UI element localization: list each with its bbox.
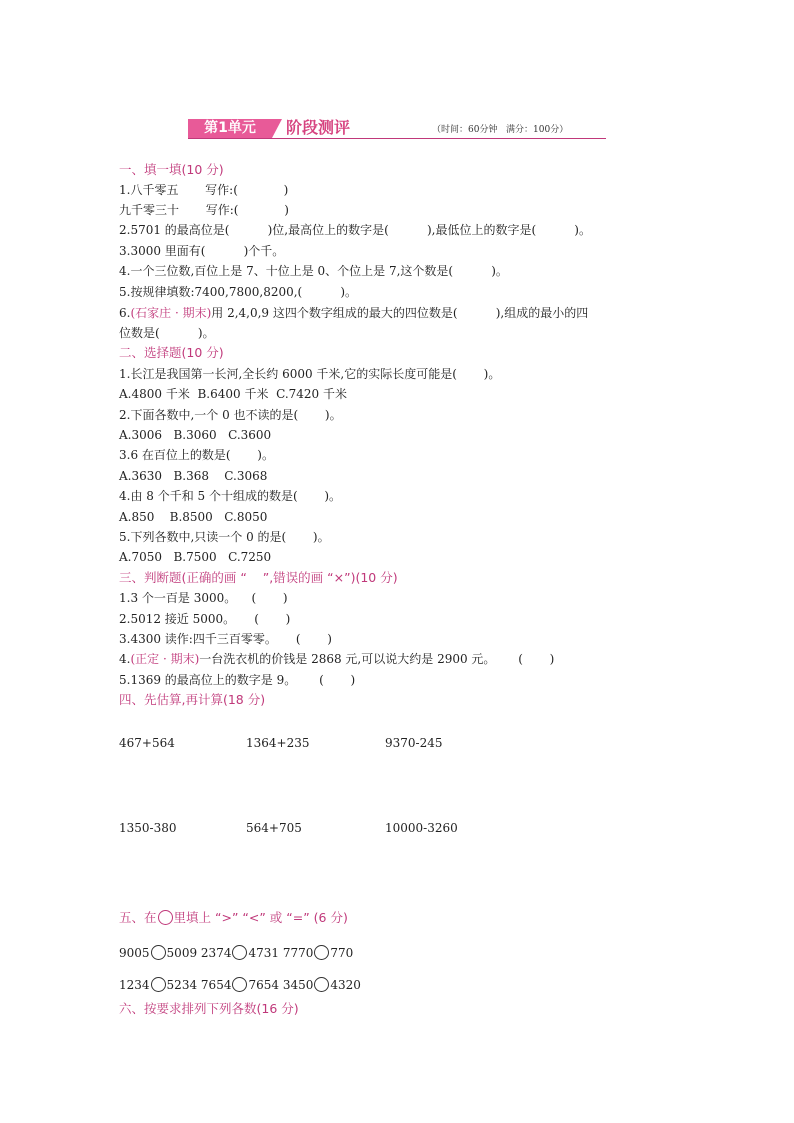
compare-left: 7770 xyxy=(282,946,314,960)
section6-heading: 六、按要求排列下列各数(16 分) xyxy=(119,1001,299,1016)
answer-circle[interactable] xyxy=(314,945,329,960)
s3-q2: 2.5012 接近 5000。 ( ) xyxy=(119,612,291,626)
section3-heading: 三、判断题(正确的画 “ ”,错误的画 “×”)(10 分) xyxy=(119,570,398,585)
section2-heading: 二、选择题(10 分) xyxy=(119,345,224,360)
s2-q3: 3.6 在百位上的数是( )。 xyxy=(119,448,274,462)
calc-item: 1350-380 xyxy=(119,821,177,835)
s1-q6-text: 用 2,4,0,9 这四个数字组成的最大的四位数是( ),组成的最小的四 xyxy=(211,306,589,320)
s1-q6-source-tag: (石家庄 · 期末) xyxy=(130,306,212,320)
compare-right: 7654 xyxy=(248,978,280,992)
calc-item: 564+705 xyxy=(246,821,302,835)
s1-q4: 4.一个三位数,百位上是 7、十位上是 0、个位上是 7,这个数是( )。 xyxy=(119,264,508,278)
section1-heading: 一、填一填(10 分) xyxy=(119,162,224,177)
answer-circle[interactable] xyxy=(151,977,166,992)
s2-q5: 5.下列各数中,只读一个 0 的是( )。 xyxy=(119,530,330,544)
compare-row-1 xyxy=(119,944,353,962)
s3-q3: 3.4300 读作:四千三百零零。 ( ) xyxy=(119,632,332,646)
section4-heading: 四、先估算,再计算(18 分) xyxy=(119,692,266,707)
compare-left: 2374 xyxy=(200,946,232,960)
compare-right: 4320 xyxy=(330,978,361,992)
s2-q4: 4.由 8 个千和 5 个十组成的数是( )。 xyxy=(119,489,342,503)
s2-q1: 1.长江是我国第一长河,全长约 6000 千米,它的实际长度可能是( )。 xyxy=(119,367,501,381)
section5-heading xyxy=(119,910,348,926)
unit-header xyxy=(188,117,606,141)
time-score-info: （时间：60分钟 满分：100分） xyxy=(432,125,569,135)
s3-q4-source-tag: (正定 · 期末) xyxy=(130,652,200,666)
s5-heading-a: 五、在 xyxy=(119,910,157,925)
s3-q5: 5.1369 的最高位上的数字是 9。 ( ) xyxy=(119,673,356,687)
compare-right: 4731 xyxy=(248,946,280,960)
calc-item: 9370-245 xyxy=(385,736,443,750)
s2-q4-options: A.850 B.8500 C.8050 xyxy=(119,510,268,524)
s1-q5: 5.按规律填数:7400,7800,8200,( )。 xyxy=(119,285,358,299)
s3-q1: 1.3 个一百是 3000。 ( ) xyxy=(119,591,288,605)
compare-right: 5234 xyxy=(166,978,198,992)
s1-q6 xyxy=(119,305,588,321)
s1-q1b: 九千零三十 写作:( ) xyxy=(119,203,289,217)
compare-left: 1234 xyxy=(119,978,150,992)
s1-q6-num: 6. xyxy=(119,306,131,320)
s2-q5-options: A.7050 B.7500 C.7250 xyxy=(119,550,272,564)
s1-q1a: 1.八千零五 写作:( ) xyxy=(119,183,289,197)
answer-circle[interactable] xyxy=(232,977,247,992)
answer-circle[interactable] xyxy=(314,977,329,992)
circle-icon xyxy=(158,910,173,925)
s2-q2-options: A.3006 B.3060 C.3600 xyxy=(119,428,272,442)
header-rule xyxy=(188,138,606,139)
compare-row-2 xyxy=(119,976,361,994)
calc-item: 467+564 xyxy=(119,736,175,750)
s1-q3: 3.3000 里面有( )个千。 xyxy=(119,244,285,258)
s3-q4-num: 4. xyxy=(119,652,131,666)
calc-item: 1364+235 xyxy=(246,736,310,750)
s3-q4 xyxy=(119,651,554,667)
answer-circle[interactable] xyxy=(151,945,166,960)
s1-q2: 2.5701 的最高位是( )位,最高位上的数字是( ),最低位上的数字是( )。 xyxy=(119,223,591,237)
unit-label-notch xyxy=(272,119,282,138)
compare-left: 3450 xyxy=(282,978,314,992)
s2-q1-options: A.4800 千米 B.6400 千米 C.7420 千米 xyxy=(119,387,348,401)
compare-right: 770 xyxy=(330,946,354,960)
calc-item: 10000-3260 xyxy=(385,821,458,835)
answer-circle[interactable] xyxy=(232,945,247,960)
unit-label: 第1单元 xyxy=(188,119,272,138)
s2-q2: 2.下面各数中,一个 0 也不读的是( )。 xyxy=(119,408,342,422)
s2-q3-options: A.3630 B.368 C.3068 xyxy=(119,469,268,483)
s1-q6-cont: 位数是( )。 xyxy=(119,326,215,340)
compare-right: 5009 xyxy=(166,946,198,960)
s3-q4-text: 一台洗衣机的价钱是 2868 元,可以说大约是 2900 元。 ( ) xyxy=(199,652,555,666)
s5-heading-b: 里填上 “>” “<” 或 “=” (6 分) xyxy=(173,910,348,925)
compare-left: 7654 xyxy=(200,978,232,992)
unit-title: 阶段测评 xyxy=(286,118,351,137)
compare-left: 9005 xyxy=(119,946,150,960)
